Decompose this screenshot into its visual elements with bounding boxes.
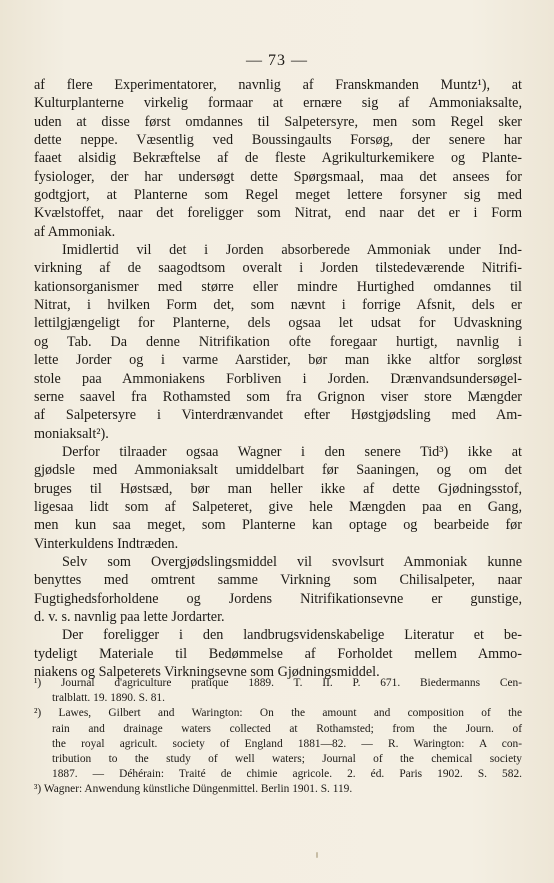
text-line: Imidlertid vil det i Jorden absorberede Ammoniak under Ind- — [62, 242, 522, 259]
footnote-line: tralblatt. 19. 1890. S. 81. — [52, 692, 165, 705]
text-line: af Salpetersyre i Vinterdrænvandet efter Høstgjødsling med Am- — [34, 407, 522, 424]
footnote-line: ²) Lawes, Gilbert and Warington: On the amount and composition of the — [34, 707, 522, 720]
text-line: Selv som Overgjødslingsmiddel vil svovlsurt Ammoniak kunne — [62, 553, 522, 570]
text-line: bruges til Høstsæd, bør man heller ikke af dette Gjødningsstof, — [34, 480, 522, 497]
text-line: af Ammoniak. — [34, 223, 116, 240]
text-line: moniaksalt²). — [34, 425, 109, 442]
page-number: — 73 — — [246, 52, 308, 69]
text-line: gjødsle med Ammoniaksalt umiddelbart før Saaningen, og om det — [34, 462, 522, 479]
text-line: Vinterkuldens Indtræden. — [34, 535, 179, 552]
text-line: men kun saa meget, som Planterne kan optage og bearbeide før — [34, 517, 522, 534]
text-line: d. v. s. navnlig paa lette Jordarter. — [34, 608, 225, 625]
text-line: ligesaa lidt som af Salpeteret, give hele Mængden paa en Gang, — [34, 498, 522, 515]
text-line: lette Jorder og i varme Aarstider, bør man ikke altfor sorgløst — [34, 352, 522, 369]
body-text — [34, 76, 522, 681]
paper-speck — [316, 852, 318, 858]
text-line: Fugtighedsforholdene og Jordens Nitrifikationsevne er gunstige, — [34, 590, 522, 607]
footnote-line: 1887. — Déhérain: Traité de chimie agricole. 2. éd. Paris 1902. S. 582. — [52, 768, 522, 781]
text-line: Kvælstoffet, naar det foreligger som Nitrat, end naar det er i Form — [34, 205, 522, 222]
footnote-line: tribution to the study of well waters; Journal of the chemical society — [52, 752, 522, 765]
text-line: af flere Experimentatorer, navnlig af Franskmanden Muntz¹), at — [34, 77, 522, 93]
text-line: Kulturplanterne virkelig formaar at ernære sig af Ammoniaksalte, — [34, 95, 522, 112]
text-line: og Tab. Da denne Nitrifikation ofte foregaar hurtigt, navnlig i — [34, 333, 522, 350]
text-line: godtgjort, at Planterne som Regel meget lettere forsyner sig med — [34, 187, 522, 204]
text-line: Der foreligger i den landbrugsvidenskabelige Literatur et be- — [62, 627, 522, 644]
text-line: serne saavel fra Rothamsted som fra Grignon viser store Mængder — [34, 388, 522, 405]
text-line: faaet alsidig Bekræftelse af de fleste Agrikulturkemikere og Plante- — [34, 150, 522, 167]
text-line: dette neppe. Væsentlig ved Boussingaults Forsøg, der senere har — [34, 132, 522, 149]
text-line: benyttes med omtrent samme Virkning som Chilisalpeter, naar — [34, 572, 522, 589]
text-line: stole paa Ammoniakens Forbliven i Jorden. Drænvandsundersøgel- — [34, 370, 522, 387]
footnote-line: rain and drainage waters collected at Rothamsted; from the Journ. of — [52, 722, 522, 735]
text-line: lettilgjængeligt for Planterne, dels ogsaa let udsat for Udvaskning — [34, 315, 522, 332]
text-line: niakens og Salpeterets Virkningsevne som Gjødningsmiddel. — [34, 664, 380, 680]
footnote-line: the royal agricult. society of England 1881—82. — R. Warington: A con- — [52, 737, 522, 750]
text-line: virkning af de saagodtsom overalt i Jorden tilstedeværende Nitrifi- — [34, 260, 522, 277]
text-line: fysiologer, der har undersøgt dette Spørgsmaal, maa det ansees for — [34, 168, 522, 185]
text-line: tydeligt Materiale til Bedømmelse af Forholdet mellem Ammo- — [34, 645, 522, 662]
footnotes — [34, 676, 522, 798]
text-line: Derfor tilraader ogsaa Wagner i den senere Tid³) ikke at — [62, 443, 522, 460]
footnote-line: ³) Wagner: Anwendung künstliche Düngenmittel. Berlin 1901. S. 119. — [34, 783, 353, 796]
text-line: Nitrat, i hvilken Form det, som nævnt i forrige Afsnit, dels er — [34, 297, 522, 314]
text-line: uden at disse først omdannes til Salpetersyre, men som Regel sker — [34, 113, 522, 130]
text-line: kationsorganismer med større eller mindre Hurtighed omdannes til — [34, 278, 522, 295]
footnote-line: ¹) Journal d'agriculture pratique 1889. T. II. P. 671. Biedermanns Cen- — [34, 677, 522, 689]
